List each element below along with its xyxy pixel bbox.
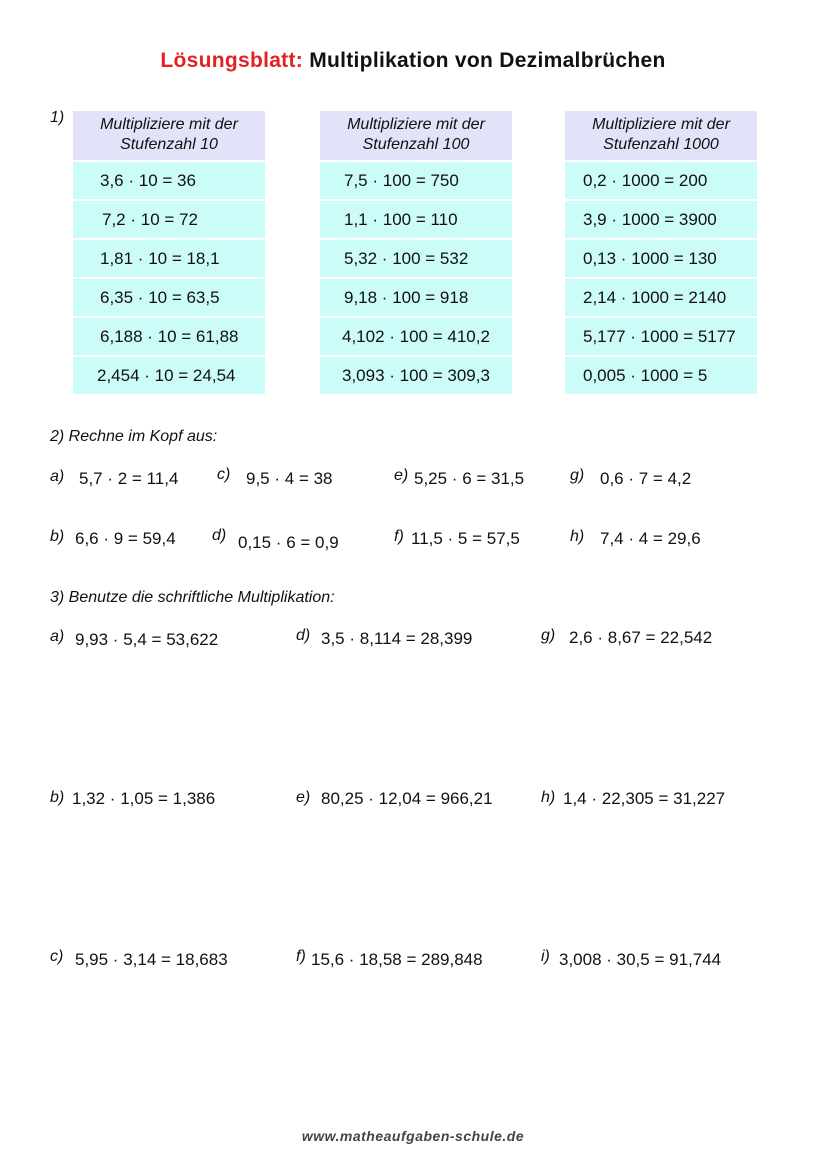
- table-header-line2: Stufenzahl 1000: [603, 136, 719, 153]
- task3-equation-e: 80,25 · 12,04 = 966,21: [321, 789, 493, 808]
- table-cell: 9,18 · 100 = 918: [320, 279, 512, 316]
- task3-label-a: a): [50, 628, 65, 645]
- task2-equation-c: 9,5 · 4 = 38: [246, 469, 333, 488]
- task2-label-a: a): [50, 468, 65, 485]
- task2-label-d: d): [212, 527, 227, 544]
- task2-equation-e: 5,25 · 6 = 31,5: [414, 469, 525, 488]
- task3-equation-c: 5,95 · 3,14 = 18,683: [75, 950, 228, 969]
- page-title: [0, 49, 826, 73]
- table-header-line1: Multipliziere mit der: [592, 116, 730, 133]
- table-cell: 0,13 · 1000 = 130: [565, 240, 757, 277]
- task2-equation-g: 0,6 · 7 = 4,2: [600, 469, 692, 488]
- table-cell: 6,188 · 10 = 61,88: [73, 318, 265, 355]
- table-cell: 5,32 · 100 = 532: [320, 240, 512, 277]
- table-header-line1: Multipliziere mit der: [347, 116, 485, 133]
- task2-equation-b: 6,6 · 9 = 59,4: [75, 529, 176, 548]
- table-cell: 3,9 · 1000 = 3900: [565, 201, 757, 238]
- table-cell: 7,2 · 10 = 72: [73, 201, 265, 238]
- table-cell: 0,005 · 1000 = 5: [565, 357, 757, 394]
- table-stufenzahl-100: [320, 111, 512, 394]
- table-cell: 4,102 · 100 = 410,2: [320, 318, 512, 355]
- table-stufenzahl-10: [73, 111, 265, 394]
- task3-equation-b: 1,32 · 1,05 = 1,386: [72, 789, 216, 808]
- table-header-line1: Multipliziere mit der: [100, 116, 238, 133]
- task3-equation-g: 2,6 · 8,67 = 22,542: [569, 628, 713, 647]
- table-cell: 3,6 · 10 = 36: [73, 162, 265, 199]
- task3-equation-f: 15,6 · 18,58 = 289,848: [311, 950, 483, 969]
- footer-website: www.matheaufgaben-schule.de: [301, 1128, 525, 1144]
- table-cell: 1,1 · 100 = 110: [320, 201, 512, 238]
- task3-label-i: i): [541, 948, 550, 965]
- task3-label-g: g): [541, 627, 556, 644]
- task2-label-e: e): [394, 467, 409, 484]
- table-header: [73, 111, 265, 160]
- table-cell: 7,5 · 100 = 750: [320, 162, 512, 199]
- task3-label-h: h): [541, 789, 556, 806]
- task3-label-e: e): [296, 789, 311, 806]
- table-header-line2: Stufenzahl 100: [362, 136, 470, 153]
- task2-label-f: f): [394, 528, 404, 545]
- task2-equation-h: 7,4 · 4 = 29,6: [600, 529, 701, 548]
- table-cell: 6,35 · 10 = 63,5: [73, 279, 265, 316]
- title-highlight: Lösungsblatt:: [160, 49, 304, 72]
- task2-equation-f: 11,5 · 5 = 57,5: [411, 529, 520, 548]
- table-header: [320, 111, 512, 160]
- task3-label-f: f): [296, 948, 306, 965]
- task2-label-g: g): [570, 467, 585, 484]
- table-cell: 0,2 · 1000 = 200: [565, 162, 757, 199]
- task3-label-d: d): [296, 627, 311, 644]
- task3-equation-a: 9,93 · 5,4 = 53,622: [75, 630, 219, 649]
- task3-equation-h: 1,4 · 22,305 = 31,227: [563, 789, 726, 808]
- task2-label-h: h): [570, 528, 585, 545]
- task1-number: 1): [50, 109, 65, 126]
- table-header: [565, 111, 757, 160]
- task3-label-c: c): [50, 948, 64, 965]
- task3-label-b: b): [50, 789, 65, 806]
- task2-equation-d: 0,15 · 6 = 0,9: [238, 533, 339, 552]
- task3-equation-d: 3,5 · 8,114 = 28,399: [321, 629, 473, 648]
- task3-equation-i: 3,008 · 30,5 = 91,744: [559, 950, 722, 969]
- table-stufenzahl-1000: [565, 111, 757, 394]
- table-header-line2: Stufenzahl 10: [120, 136, 218, 153]
- task2-equation-a: 5,7 · 2 = 11,4: [79, 469, 179, 488]
- task2-label-b: b): [50, 528, 65, 545]
- title-main: Multiplikation von Dezimalbrüchen: [309, 49, 666, 72]
- table-cell: 3,093 · 100 = 309,3: [320, 357, 512, 394]
- table-cell: 2,14 · 1000 = 2140: [565, 279, 757, 316]
- table-cell: 5,177 · 1000 = 5177: [565, 318, 757, 355]
- table-cell: 1,81 · 10 = 18,1: [73, 240, 265, 277]
- task3-heading: 3) Benutze die schriftliche Multiplikation:: [50, 589, 335, 606]
- task2-label-c: c): [217, 466, 231, 483]
- table-cell: 2,454 · 10 = 24,54: [73, 357, 265, 394]
- task2-heading: 2) Rechne im Kopf aus:: [50, 428, 218, 445]
